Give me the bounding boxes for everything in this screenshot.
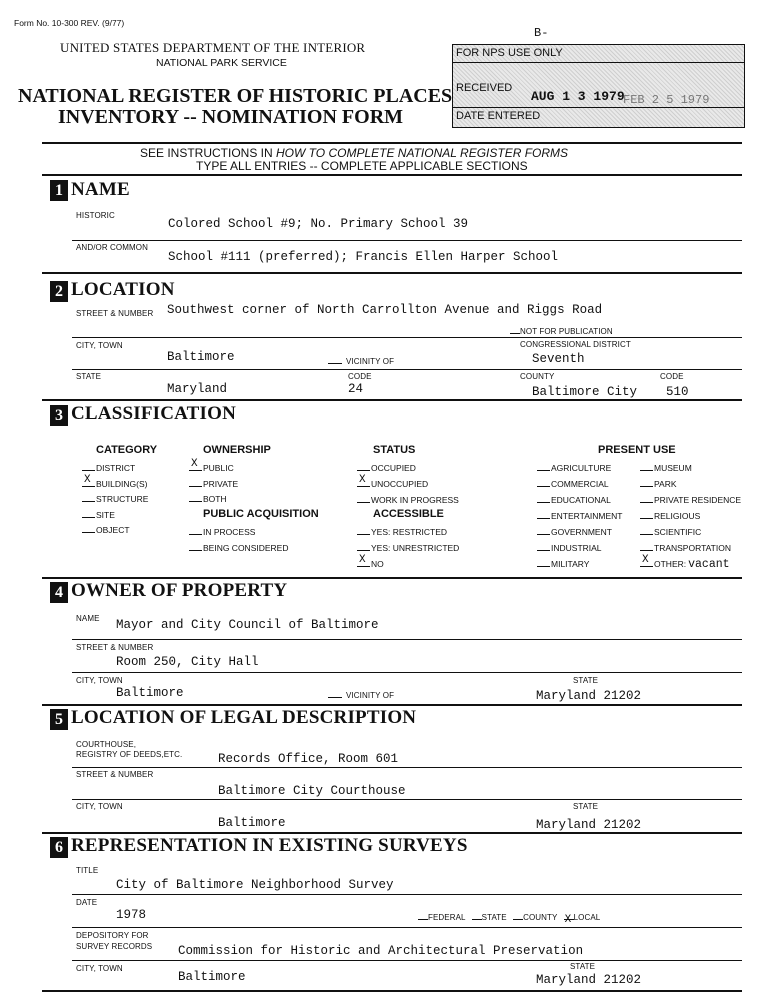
checkbox-label: YES: UNRESTRICTED [371, 543, 460, 553]
check-blank[interactable] [357, 542, 370, 551]
present-use-checkbox-scientific[interactable] [640, 526, 701, 537]
survey-title: City of Baltimore Neighborhood Survey [116, 878, 394, 892]
check-blank[interactable] [537, 478, 550, 487]
checkbox-label: YES: RESTRICTED [371, 527, 448, 537]
check-blank[interactable] [640, 510, 653, 519]
check-blank[interactable] [640, 478, 653, 487]
checkbox-label: NO [371, 559, 384, 569]
legal-city: Baltimore [218, 816, 286, 830]
section-1-number: 1 [50, 180, 68, 201]
county-label: COUNTY [520, 372, 555, 381]
status-checkbox-occupied[interactable] [357, 462, 416, 473]
check-blank[interactable] [82, 462, 95, 471]
check-blank[interactable] [82, 509, 95, 518]
check-blank[interactable] [640, 494, 653, 503]
section-4-number: 4 [50, 582, 68, 603]
entered-stamp: FEB 2 5 1979 [623, 93, 710, 107]
courthouse-label-2: REGISTRY OF DEEDS,ETC. [76, 750, 183, 759]
check-blank[interactable] [537, 526, 550, 535]
depository-label-1: DEPOSITORY FOR [76, 931, 149, 940]
section-2-title: LOCATION [71, 279, 175, 300]
check-blank[interactable] [357, 554, 370, 567]
agency-name: UNITED STATES DEPARTMENT OF THE INTERIOR [60, 40, 366, 55]
street-number-label: STREET & NUMBER [76, 309, 154, 318]
check-blank[interactable] [537, 494, 550, 503]
county-code: 510 [666, 385, 689, 399]
present-use-checkbox-industrial[interactable] [537, 542, 602, 553]
checkbox-label: BEING CONSIDERED [203, 543, 289, 553]
owner-city: Baltimore [116, 686, 184, 700]
congressional-district: Seventh [532, 352, 585, 366]
section-6-title: REPRESENTATION IN EXISTING SURVEYS [71, 835, 468, 856]
checkbox-label: UNOCCUPIED [371, 479, 429, 489]
section-3-title: CLASSIFICATION [71, 403, 237, 424]
checkbox-label: SITE [96, 509, 115, 520]
other-use-value: vacant [688, 558, 730, 571]
section-5-number: 5 [50, 709, 68, 730]
owner-street: Room 250, City Hall [116, 655, 259, 669]
nps-use-only-box [452, 44, 745, 128]
check-mark: X [359, 554, 366, 566]
accessible-checkbox-yes-restricted[interactable] [357, 526, 447, 537]
check-blank[interactable] [82, 473, 95, 487]
present-use-checkbox-educational[interactable] [537, 494, 611, 505]
public-acquisition-heading: PUBLIC ACQUISITION [203, 508, 319, 520]
instructions-line1: SEE INSTRUCTIONS IN HOW TO COMPLETE NATIONAL REGISTER FORMS [140, 146, 569, 160]
location-county: Baltimore City [532, 385, 638, 399]
reference-mark: B- [534, 26, 549, 40]
present-use-checkbox-agriculture[interactable] [537, 462, 611, 473]
checkbox-label: PRIVATE RESIDENCE [654, 495, 742, 505]
state-code-label: CODE [348, 372, 372, 381]
city-town-label: CITY, TOWN [76, 341, 123, 350]
legal-state: Maryland 21202 [536, 818, 642, 832]
category-checkbox-building-s[interactable] [82, 473, 148, 489]
survey-level: FEDERAL STATE COUNTY X LOCAL [418, 913, 600, 922]
accessible-checkbox-yes-unrestricted[interactable] [357, 542, 459, 553]
form-title-line2: INVENTORY -- NOMINATION FORM [58, 106, 404, 128]
check-mark: X [642, 554, 649, 566]
checkbox-label: STRUCTURE [96, 494, 149, 505]
historic-name: Colored School #9; No. Primary School 39 [168, 217, 469, 231]
received-stamp: AUG 1 3 1979 [531, 89, 625, 104]
section-5-title: LOCATION OF LEGAL DESCRIPTION [71, 707, 417, 728]
checkbox-label: TRANSPORTATION [654, 543, 731, 553]
section-6-number: 6 [50, 837, 68, 858]
check-blank[interactable] [357, 526, 370, 535]
owner-vicinity-of: VICINITY OF [328, 691, 394, 700]
form-number: Form No. 10-300 REV. (9/77) [14, 18, 125, 28]
checkbox-label: PARK [654, 479, 677, 489]
survey-date-label: DATE [76, 898, 98, 907]
checkbox-label: OCCUPIED [371, 463, 416, 473]
state-code: 24 [348, 382, 364, 396]
checkbox-label: ENTERTAINMENT [551, 511, 623, 521]
owner-name-label: NAME [76, 614, 100, 623]
section-2-number: 2 [50, 281, 68, 302]
legal-street: Baltimore City Courthouse [218, 784, 406, 798]
check-blank[interactable] [640, 554, 653, 567]
present-use-checkbox-military[interactable] [537, 558, 589, 569]
owner-state: Maryland 21202 [536, 689, 642, 703]
check-blank[interactable] [537, 558, 550, 567]
owner-city-label: CITY, TOWN [76, 676, 123, 685]
checkbox-label: GOVERNMENT [551, 527, 612, 537]
location-street: Southwest corner of North Carrollton Avenue and Riggs Road [167, 303, 603, 317]
check-blank[interactable] [640, 526, 653, 535]
section-4-title: OWNER OF PROPERTY [71, 580, 288, 601]
nps-box-heading: FOR NPS USE ONLY [456, 47, 563, 59]
status-heading: STATUS [373, 444, 416, 456]
survey-city: Baltimore [178, 970, 246, 984]
checkbox-label: AGRICULTURE [551, 463, 612, 473]
checkbox-label: DISTRICT [96, 463, 136, 473]
acquisition-checkbox-being-considered[interactable] [189, 542, 289, 553]
check-blank[interactable] [189, 458, 202, 471]
checkbox-label: MILITARY [551, 559, 590, 569]
survey-state: Maryland 21202 [536, 973, 642, 987]
check-blank[interactable] [640, 462, 653, 471]
checkbox-label: EDUCATIONAL [551, 495, 611, 505]
checkbox-label: OBJECT [96, 525, 130, 536]
check-blank[interactable] [189, 478, 202, 487]
checkbox-label: COMMERCIAL [551, 479, 609, 489]
courthouse-label-1: COURTHOUSE, [76, 740, 137, 749]
check-blank[interactable] [357, 474, 370, 487]
ownership-heading: OWNERSHIP [203, 444, 271, 456]
vicinity-of: VICINITY OF [328, 357, 394, 366]
checkbox-label: PRIVATE [203, 478, 239, 489]
survey-title-label: TITLE [76, 866, 99, 875]
check-blank[interactable] [82, 524, 95, 533]
received-label: RECEIVED [456, 82, 513, 94]
accessible-checkbox-no[interactable] [357, 554, 384, 569]
category-checkbox-structure[interactable] [82, 493, 148, 504]
checkbox-label: BUILDING(S) [96, 478, 148, 489]
depository-label-2: SURVEY RECORDS [76, 942, 153, 951]
category-heading: CATEGORY [96, 444, 158, 456]
common-name-label: AND/OR COMMON [76, 243, 148, 252]
checkbox-label: INDUSTRIAL [551, 543, 602, 553]
check-blank[interactable] [357, 462, 370, 471]
checkbox-label: RELIGIOUS [654, 511, 701, 521]
present-use-checkbox-transportation[interactable] [640, 542, 731, 553]
legal-street-label: STREET & NUMBER [76, 770, 154, 779]
check-mark: X [191, 458, 198, 470]
owner-name: Mayor and City Council of Baltimore [116, 618, 379, 632]
section-1-title: NAME [71, 179, 130, 200]
present-use-heading: PRESENT USE [598, 444, 676, 456]
present-use-checkbox-religious[interactable] [640, 510, 700, 521]
section-3-number: 3 [50, 405, 68, 426]
survey-date: 1978 [116, 908, 147, 922]
checkbox-label: PUBLIC [203, 463, 234, 473]
survey-state-label: STATE [570, 962, 596, 971]
check-blank[interactable] [537, 542, 550, 551]
form-title-line1: NATIONAL REGISTER OF HISTORIC PLACES [18, 85, 453, 107]
check-blank[interactable] [189, 526, 202, 535]
present-use-checkbox-museum[interactable] [640, 462, 692, 473]
category-checkbox-object[interactable] [82, 524, 130, 535]
check-blank[interactable] [189, 542, 202, 551]
check-blank[interactable] [189, 493, 202, 502]
date-entered-label: DATE ENTERED [456, 110, 541, 122]
checkbox-label: IN PROCESS [203, 527, 256, 537]
checkbox-label: MUSEUM [654, 463, 692, 473]
owner-state-label: STATE [573, 676, 599, 685]
owner-street-label: STREET & NUMBER [76, 643, 154, 652]
county-code-label: CODE [660, 372, 684, 381]
courthouse-value: Records Office, Room 601 [218, 752, 399, 766]
congressional-district-label: CONGRESSIONAL DISTRICT [520, 340, 631, 349]
category-checkbox-site[interactable] [82, 509, 115, 520]
ownership-checkbox-private[interactable] [189, 478, 238, 489]
present-use-checkbox-commercial[interactable] [537, 478, 609, 489]
acquisition-checkbox-in-process[interactable] [189, 526, 255, 537]
common-name: School #111 (preferred); Francis Ellen Harper School [168, 250, 559, 264]
status-checkbox-work-in-progress[interactable] [357, 494, 459, 505]
check-mark: X [359, 474, 366, 486]
ownership-checkbox-public[interactable] [189, 458, 234, 473]
check-blank[interactable] [82, 493, 95, 502]
accessible-heading: ACCESSIBLE [373, 508, 444, 520]
present-use-checkbox-other[interactable] [640, 554, 730, 571]
check-mark: X [84, 473, 91, 486]
checkbox-label: SCIENTIFIC [654, 527, 702, 537]
historic-label: HISTORIC [76, 211, 115, 220]
check-blank[interactable] [357, 494, 370, 503]
check-blank[interactable] [640, 542, 653, 551]
not-for-publication: NOT FOR PUBLICATION [510, 327, 613, 336]
legal-city-label: CITY, TOWN [76, 802, 123, 811]
service-name: NATIONAL PARK SERVICE [156, 57, 287, 69]
location-state: Maryland [167, 382, 228, 396]
category-checkbox-district[interactable] [82, 462, 135, 473]
present-use-checkbox-government[interactable] [537, 526, 612, 537]
location-city: Baltimore [167, 350, 235, 364]
checkbox-label: BOTH [203, 494, 227, 505]
checkbox-label: OTHER: [654, 559, 687, 569]
depository-value: Commission for Historic and Architectural Preservation [178, 944, 584, 958]
present-use-checkbox-private-residence[interactable] [640, 494, 741, 505]
ownership-checkbox-both[interactable] [189, 493, 227, 504]
state-label: STATE [76, 372, 102, 381]
checkbox-label: WORK IN PROGRESS [371, 495, 459, 505]
legal-state-label: STATE [573, 802, 599, 811]
instructions-line2: TYPE ALL ENTRIES -- COMPLETE APPLICABLE SECTIONS [196, 159, 528, 173]
present-use-checkbox-park[interactable] [640, 478, 677, 489]
present-use-checkbox-entertainment[interactable] [537, 510, 622, 521]
check-blank[interactable] [537, 462, 550, 471]
check-blank[interactable] [537, 510, 550, 519]
survey-city-label: CITY, TOWN [76, 964, 123, 973]
status-checkbox-unoccupied[interactable] [357, 474, 429, 489]
